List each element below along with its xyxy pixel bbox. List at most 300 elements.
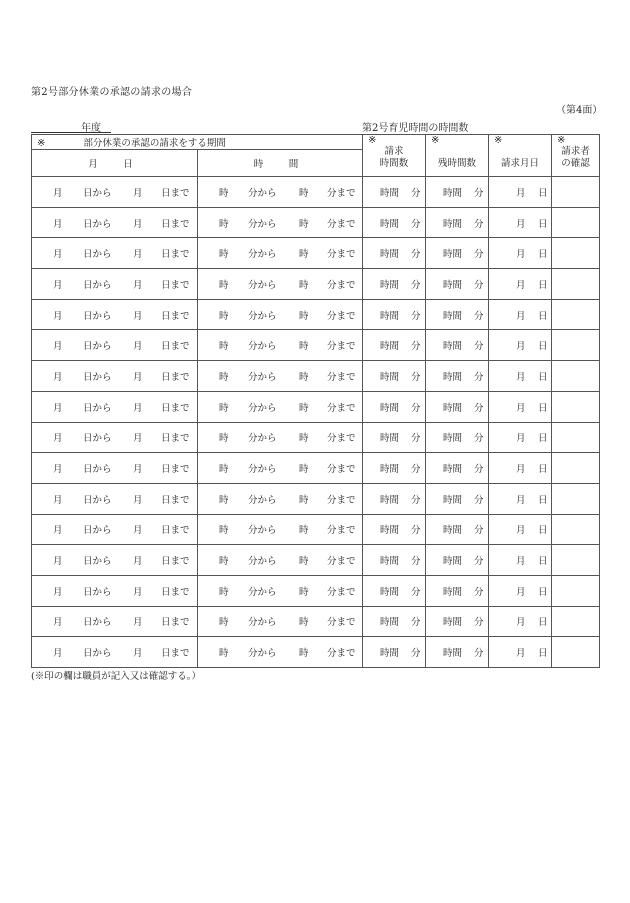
time-range-cell[interactable] [198, 391, 363, 422]
rem-minutes: 分 [474, 556, 484, 568]
from-hour: 時 [219, 494, 229, 506]
from-hour: 時 [219, 464, 229, 476]
to-hour: 時 [299, 556, 309, 568]
to-day: 日まで [161, 218, 190, 230]
time-header: 時 間 [198, 150, 363, 177]
from-month: 月 [53, 371, 63, 383]
from-day: 日から [83, 586, 112, 598]
rem-hours: 時間 [443, 586, 463, 598]
rem-minutes: 分 [474, 310, 484, 322]
remaining-hours-cell[interactable] [426, 422, 489, 453]
confirmation-cell[interactable] [552, 391, 600, 422]
time-range-cell[interactable] [198, 207, 363, 238]
time-range-cell[interactable] [198, 299, 363, 330]
rem-minutes: 分 [474, 464, 484, 476]
remaining-hours-cell[interactable] [426, 207, 489, 238]
to-minute: 分まで [327, 586, 356, 598]
time-range-cell[interactable] [198, 637, 363, 668]
request-date-cell[interactable] [489, 606, 552, 637]
remaining-hours-header [426, 135, 489, 177]
confirmation-cell[interactable] [552, 422, 600, 453]
date-range-cell[interactable] [32, 299, 198, 330]
period-header [32, 135, 363, 150]
from-minute: 分から [248, 464, 277, 476]
confirmation-cell[interactable] [552, 207, 600, 238]
remaining-hours-cell[interactable] [426, 545, 489, 576]
from-month: 月 [53, 249, 63, 261]
requested-hours-cell[interactable] [363, 207, 426, 238]
req-minutes: 分 [411, 187, 421, 199]
time-range-cell[interactable] [198, 330, 363, 361]
date-range-cell[interactable] [32, 391, 198, 422]
rem-minutes: 分 [474, 648, 484, 660]
rem-hours: 時間 [443, 402, 463, 414]
from-day: 日から [83, 249, 112, 261]
to-month: 月 [133, 402, 143, 414]
date-range-cell[interactable] [32, 606, 198, 637]
req-hours: 時間 [380, 617, 400, 629]
from-month: 月 [53, 402, 63, 414]
date-day: 日 [538, 586, 548, 598]
form-title: 第2号部分休業の承認の請求の場合 [31, 87, 193, 98]
date-day: 日 [538, 218, 548, 230]
to-hour: 時 [299, 218, 309, 230]
remaining-hours-cell[interactable] [426, 269, 489, 300]
requested-hours-cell[interactable] [363, 299, 426, 330]
date-range-cell[interactable] [32, 330, 198, 361]
from-hour: 時 [219, 341, 229, 353]
to-hour: 時 [299, 525, 309, 537]
from-minute: 分から [248, 494, 277, 506]
rem-hours: 時間 [443, 556, 463, 568]
remaining-hours-cell[interactable] [426, 483, 489, 514]
from-day: 日から [83, 187, 112, 199]
table-row [32, 330, 600, 361]
request-date-cell[interactable] [489, 422, 552, 453]
request-date-cell[interactable] [489, 637, 552, 668]
from-month: 月 [53, 187, 63, 199]
to-hour: 時 [299, 310, 309, 322]
to-hour: 時 [299, 249, 309, 261]
confirmation-cell[interactable] [552, 177, 600, 208]
time-range-cell[interactable] [198, 361, 363, 392]
date-range-cell[interactable] [32, 422, 198, 453]
date-range-cell[interactable] [32, 514, 198, 545]
to-hour: 時 [299, 494, 309, 506]
confirmation-cell[interactable] [552, 545, 600, 576]
date-day: 日 [538, 310, 548, 322]
req-minutes: 分 [411, 402, 421, 414]
request-date-cell[interactable] [489, 330, 552, 361]
to-day: 日まで [161, 433, 190, 445]
requested-hours-cell[interactable] [363, 483, 426, 514]
date-month: 月 [516, 279, 526, 291]
page-number: （第4面） [556, 105, 603, 116]
from-hour: 時 [219, 249, 229, 261]
table-row [32, 514, 600, 545]
from-month: 月 [53, 433, 63, 445]
to-minute: 分まで [327, 341, 356, 353]
to-minute: 分まで [327, 371, 356, 383]
date-day: 日 [538, 187, 548, 199]
to-hour: 時 [299, 402, 309, 414]
confirmation-cell[interactable] [552, 606, 600, 637]
date-month: 月 [516, 617, 526, 629]
date-range-cell[interactable] [32, 545, 198, 576]
to-day: 日まで [161, 279, 190, 291]
remaining-hours-cell[interactable] [426, 575, 489, 606]
from-month: 月 [53, 525, 63, 537]
to-month: 月 [133, 494, 143, 506]
from-day: 日から [83, 464, 112, 476]
remaining-hours-cell[interactable] [426, 391, 489, 422]
requested-hours-cell[interactable] [363, 238, 426, 269]
req-hours: 時間 [380, 433, 400, 445]
confirmation-cell[interactable] [552, 637, 600, 668]
rem-minutes: 分 [474, 218, 484, 230]
requested-hours-cell[interactable] [363, 177, 426, 208]
confirmation-label-1: 請求者 [561, 146, 590, 157]
date-day: 日 [538, 279, 548, 291]
rem-minutes: 分 [474, 341, 484, 353]
requested-hours-cell[interactable] [363, 330, 426, 361]
time-range-cell[interactable] [198, 177, 363, 208]
to-hour: 時 [299, 586, 309, 598]
request-date-cell[interactable] [489, 453, 552, 484]
to-month: 月 [133, 433, 143, 445]
from-minute: 分から [248, 648, 277, 660]
date-month: 月 [516, 525, 526, 537]
to-hour: 時 [299, 464, 309, 476]
from-month: 月 [53, 464, 63, 476]
to-month: 月 [133, 525, 143, 537]
time-range-cell[interactable] [198, 545, 363, 576]
date-month: 月 [516, 586, 526, 598]
from-hour: 時 [219, 433, 229, 445]
fiscal-year-label: 年度 [81, 123, 101, 134]
to-minute: 分まで [327, 402, 356, 414]
rem-hours: 時間 [443, 249, 463, 261]
requested-hours-cell[interactable] [363, 637, 426, 668]
time-range-cell[interactable] [198, 422, 363, 453]
to-month: 月 [133, 310, 143, 322]
to-month: 月 [133, 586, 143, 598]
to-month: 月 [133, 218, 143, 230]
requested-hours-cell[interactable] [363, 422, 426, 453]
req-minutes: 分 [411, 279, 421, 291]
request-date-cell[interactable] [489, 269, 552, 300]
to-day: 日まで [161, 556, 190, 568]
time-range-cell[interactable] [198, 575, 363, 606]
date-day: 日 [538, 249, 548, 261]
rem-minutes: 分 [474, 402, 484, 414]
req-hours: 時間 [380, 586, 400, 598]
to-month: 月 [133, 648, 143, 660]
partial-leave-request-table [31, 134, 600, 668]
date-range-cell[interactable] [32, 269, 198, 300]
footnote: (※印の欄は職員が記入又は確認する。） [31, 671, 201, 682]
to-day: 日まで [161, 586, 190, 598]
req-hours: 時間 [380, 187, 400, 199]
req-minutes: 分 [411, 617, 421, 629]
req-minutes: 分 [411, 586, 421, 598]
from-hour: 時 [219, 402, 229, 414]
req-hours: 時間 [380, 556, 400, 568]
req-hours: 時間 [380, 249, 400, 261]
rem-minutes: 分 [474, 249, 484, 261]
req-minutes: 分 [411, 341, 421, 353]
table-row [32, 361, 600, 392]
requested-hours-cell[interactable] [363, 606, 426, 637]
date-range-cell[interactable] [32, 238, 198, 269]
rem-hours: 時間 [443, 648, 463, 660]
to-hour: 時 [299, 279, 309, 291]
req-hours: 時間 [380, 464, 400, 476]
remaining-hours-cell[interactable] [426, 514, 489, 545]
from-hour: 時 [219, 648, 229, 660]
remaining-hours-label: 残時間数 [437, 158, 476, 169]
req-minutes: 分 [411, 249, 421, 261]
confirmation-cell[interactable] [552, 361, 600, 392]
table-body [32, 177, 600, 668]
remaining-hours-cell[interactable] [426, 299, 489, 330]
from-month: 月 [53, 494, 63, 506]
request-date-cell[interactable] [489, 207, 552, 238]
date-day: 日 [538, 648, 548, 660]
from-day: 日から [83, 371, 112, 383]
to-minute: 分まで [327, 218, 356, 230]
req-hours: 時間 [380, 494, 400, 506]
table-row [32, 606, 600, 637]
from-month: 月 [53, 617, 63, 629]
req-minutes: 分 [411, 525, 421, 537]
confirmation-cell[interactable] [552, 483, 600, 514]
from-day: 日から [83, 218, 112, 230]
date-month: 月 [516, 187, 526, 199]
table-row [32, 422, 600, 453]
rem-minutes: 分 [474, 187, 484, 199]
from-day: 日から [83, 556, 112, 568]
to-minute: 分まで [327, 525, 356, 537]
date-month: 月 [516, 494, 526, 506]
request-date-cell[interactable] [489, 238, 552, 269]
remaining-hours-cell[interactable] [426, 637, 489, 668]
from-minute: 分から [248, 279, 277, 291]
to-day: 日まで [161, 371, 190, 383]
confirmation-cell[interactable] [552, 269, 600, 300]
table-row [32, 299, 600, 330]
to-minute: 分まで [327, 187, 356, 199]
staff-mark: ※ [431, 135, 440, 146]
req-hours: 時間 [380, 525, 400, 537]
date-range-cell[interactable] [32, 177, 198, 208]
to-minute: 分まで [327, 279, 356, 291]
to-month: 月 [133, 249, 143, 261]
confirmation-cell[interactable] [552, 330, 600, 361]
from-hour: 時 [219, 617, 229, 629]
date-range-cell[interactable] [32, 575, 198, 606]
remaining-hours-cell[interactable] [426, 361, 489, 392]
to-minute: 分まで [327, 433, 356, 445]
time-range-cell[interactable] [198, 606, 363, 637]
date-month: 月 [516, 310, 526, 322]
to-month: 月 [133, 617, 143, 629]
from-hour: 時 [219, 586, 229, 598]
date-range-cell[interactable] [32, 207, 198, 238]
table-row [32, 637, 600, 668]
to-month: 月 [133, 279, 143, 291]
date-range-cell[interactable] [32, 453, 198, 484]
requested-hours-cell[interactable] [363, 453, 426, 484]
to-hour: 時 [299, 341, 309, 353]
date-month: 月 [516, 341, 526, 353]
from-month: 月 [53, 279, 63, 291]
request-date-header [489, 135, 552, 177]
from-day: 日から [83, 310, 112, 322]
time-range-cell[interactable] [198, 453, 363, 484]
req-hours: 時間 [380, 341, 400, 353]
rem-minutes: 分 [474, 371, 484, 383]
date-range-cell[interactable] [32, 637, 198, 668]
remaining-hours-cell[interactable] [426, 606, 489, 637]
from-minute: 分から [248, 371, 277, 383]
rem-hours: 時間 [443, 433, 463, 445]
remaining-hours-cell[interactable] [426, 177, 489, 208]
date-month: 月 [516, 433, 526, 445]
table-row [32, 545, 600, 576]
request-date-cell[interactable] [489, 575, 552, 606]
date-day: 日 [538, 402, 548, 414]
request-date-cell[interactable] [489, 361, 552, 392]
from-day: 日から [83, 525, 112, 537]
from-hour: 時 [219, 187, 229, 199]
request-date-cell[interactable] [489, 483, 552, 514]
req-minutes: 分 [411, 464, 421, 476]
to-hour: 時 [299, 371, 309, 383]
from-minute: 分から [248, 310, 277, 322]
to-day: 日まで [161, 187, 190, 199]
from-day: 日から [83, 433, 112, 445]
requested-hours-cell[interactable] [363, 361, 426, 392]
from-day: 日から [83, 279, 112, 291]
req-minutes: 分 [411, 310, 421, 322]
requester-confirmation-header [552, 135, 600, 177]
date-day: 日 [538, 371, 548, 383]
to-day: 日まで [161, 464, 190, 476]
fiscal-year-field[interactable] [31, 119, 111, 133]
request-date-cell[interactable] [489, 299, 552, 330]
request-date-cell[interactable] [489, 545, 552, 576]
to-minute: 分まで [327, 617, 356, 629]
confirmation-cell[interactable] [552, 299, 600, 330]
requested-hours-cell[interactable] [363, 514, 426, 545]
remaining-hours-cell[interactable] [426, 330, 489, 361]
requested-hours-cell[interactable] [363, 391, 426, 422]
rem-hours: 時間 [443, 617, 463, 629]
time-range-cell[interactable] [198, 514, 363, 545]
requested-hours-cell[interactable] [363, 575, 426, 606]
from-day: 日から [83, 648, 112, 660]
req-hours: 時間 [380, 402, 400, 414]
date-month: 月 [516, 371, 526, 383]
rem-minutes: 分 [474, 586, 484, 598]
to-day: 日まで [161, 617, 190, 629]
request-date-cell[interactable] [489, 514, 552, 545]
rem-hours: 時間 [443, 187, 463, 199]
from-hour: 時 [219, 525, 229, 537]
from-day: 日から [83, 494, 112, 506]
to-month: 月 [133, 341, 143, 353]
confirmation-cell[interactable] [552, 238, 600, 269]
time-range-cell[interactable] [198, 269, 363, 300]
to-day: 日まで [161, 525, 190, 537]
rem-hours: 時間 [443, 525, 463, 537]
date-range-cell[interactable] [32, 483, 198, 514]
remaining-hours-cell[interactable] [426, 453, 489, 484]
to-day: 日まで [161, 310, 190, 322]
date-day: 日 [538, 525, 548, 537]
to-day: 日まで [161, 402, 190, 414]
from-minute: 分から [248, 586, 277, 598]
confirmation-cell[interactable] [552, 575, 600, 606]
requested-hours-cell[interactable] [363, 545, 426, 576]
requested-hours-label-2: 時間数 [379, 158, 409, 169]
rem-hours: 時間 [443, 310, 463, 322]
date-month: 月 [516, 556, 526, 568]
req-minutes: 分 [411, 218, 421, 230]
time-range-cell[interactable] [198, 483, 363, 514]
from-day: 日から [83, 341, 112, 353]
remaining-hours-cell[interactable] [426, 238, 489, 269]
from-day: 日から [83, 402, 112, 414]
to-hour: 時 [299, 433, 309, 445]
req-minutes: 分 [411, 494, 421, 506]
date-range-cell[interactable] [32, 361, 198, 392]
request-date-cell[interactable] [489, 177, 552, 208]
from-hour: 時 [219, 310, 229, 322]
request-date-cell[interactable] [489, 391, 552, 422]
confirmation-cell[interactable] [552, 514, 600, 545]
from-month: 月 [53, 310, 63, 322]
table-row [32, 207, 600, 238]
requested-hours-cell[interactable] [363, 269, 426, 300]
period-header-label: 部分休業の承認の請求をする期間 [83, 138, 226, 149]
rem-minutes: 分 [474, 617, 484, 629]
to-minute: 分まで [327, 648, 356, 660]
from-hour: 時 [219, 556, 229, 568]
table-row [32, 238, 600, 269]
rem-minutes: 分 [474, 279, 484, 291]
staff-mark: ※ [368, 135, 377, 146]
confirmation-cell[interactable] [552, 453, 600, 484]
to-minute: 分まで [327, 310, 356, 322]
rem-hours: 時間 [443, 464, 463, 476]
childcare-hours-label: 第2号育児時間の時間数 [362, 123, 469, 134]
req-minutes: 分 [411, 556, 421, 568]
date-day: 日 [538, 556, 548, 568]
req-hours: 時間 [380, 371, 400, 383]
date-day: 日 [538, 464, 548, 476]
rem-hours: 時間 [443, 494, 463, 506]
from-minute: 分から [248, 433, 277, 445]
requested-hours-header [363, 135, 426, 177]
to-minute: 分まで [327, 249, 356, 261]
table-row [32, 391, 600, 422]
rem-hours: 時間 [443, 341, 463, 353]
date-day: 日 [538, 617, 548, 629]
to-month: 月 [133, 556, 143, 568]
time-range-cell[interactable] [198, 238, 363, 269]
